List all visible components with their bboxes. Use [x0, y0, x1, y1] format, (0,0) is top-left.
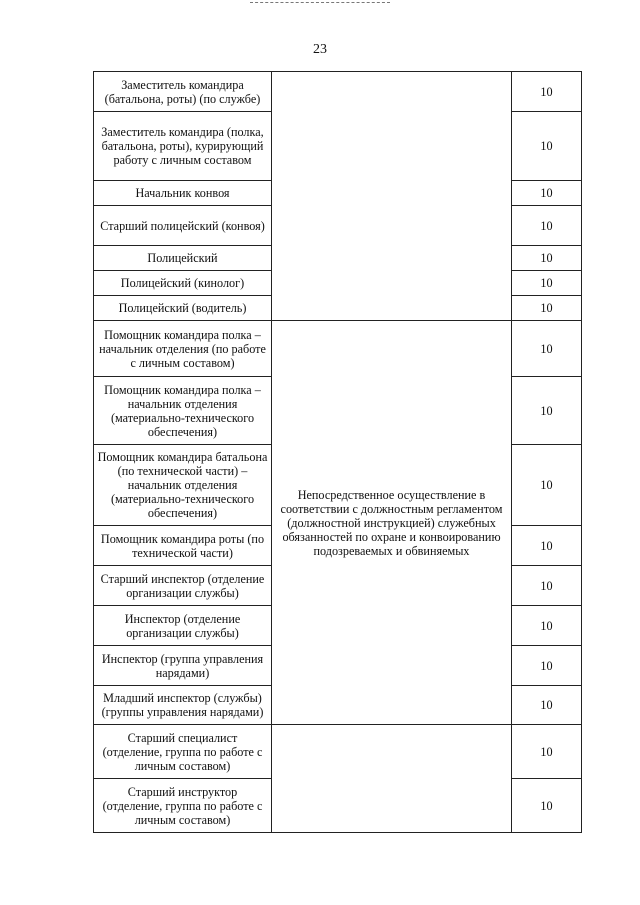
position-cell: Инспектор (отделение организации службы) — [94, 606, 272, 646]
value-cell: 10 — [512, 181, 582, 206]
position-cell: Помощник командира полка – начальник отделения (по работе с личным составом) — [94, 321, 272, 377]
value-cell: 10 — [512, 321, 582, 377]
value-cell: 10 — [512, 686, 582, 725]
positions-table — [93, 71, 582, 833]
value-cell: 10 — [512, 779, 582, 833]
position-cell: Начальник конвоя — [94, 181, 272, 206]
value-cell: 10 — [512, 606, 582, 646]
position-cell: Помощник командира батальона (по технической части) – начальник отделения (материально-технического обеспечения) — [94, 445, 272, 526]
value-cell: 10 — [512, 377, 582, 445]
position-cell: Инспектор (группа управления нарядами) — [94, 646, 272, 686]
top-scan-mark — [250, 2, 390, 3]
value-cell: 10 — [512, 72, 582, 112]
value-cell: 10 — [512, 206, 582, 246]
value-cell: 10 — [512, 246, 582, 271]
value-cell: 10 — [512, 725, 582, 779]
value-cell: 10 — [512, 296, 582, 321]
page-number: 23 — [313, 42, 327, 57]
position-cell: Полицейский (кинолог) — [94, 271, 272, 296]
position-cell: Полицейский — [94, 246, 272, 271]
position-cell: Помощник командира роты (по технической части) — [94, 526, 272, 566]
position-cell: Заместитель командира (полка, батальона, роты), курирующий работу с личным составом — [94, 112, 272, 181]
duty-description-cell: Непосредственное осуществление в соответствии с должностным регламентом (должностной инструкцией) служебных обязанностей по охране и конвоированию подозреваемых и обвиняемых — [272, 321, 512, 725]
value-cell: 10 — [512, 271, 582, 296]
position-cell: Старший полицейский (конвоя) — [94, 206, 272, 246]
position-cell: Младший инспектор (службы) (группы управления нарядами) — [94, 686, 272, 725]
value-cell: 10 — [512, 445, 582, 526]
value-cell: 10 — [512, 526, 582, 566]
position-cell: Старший инспектор (отделение организации службы) — [94, 566, 272, 606]
value-cell: 10 — [512, 112, 582, 181]
position-cell: Старший специалист (отделение, группа по работе с личным составом) — [94, 725, 272, 779]
duty-cell-empty-top — [272, 72, 512, 321]
position-cell: Старший инструктор (отделение, группа по работе с личным составом) — [94, 779, 272, 833]
value-cell: 10 — [512, 646, 582, 686]
position-cell: Полицейский (водитель) — [94, 296, 272, 321]
duty-cell-empty-bottom — [272, 725, 512, 833]
value-cell: 10 — [512, 566, 582, 606]
position-cell: Помощник командира полка – начальник отделения (материально-технического обеспечения) — [94, 377, 272, 445]
position-cell: Заместитель командира (батальона, роты) (по службе) — [94, 72, 272, 112]
